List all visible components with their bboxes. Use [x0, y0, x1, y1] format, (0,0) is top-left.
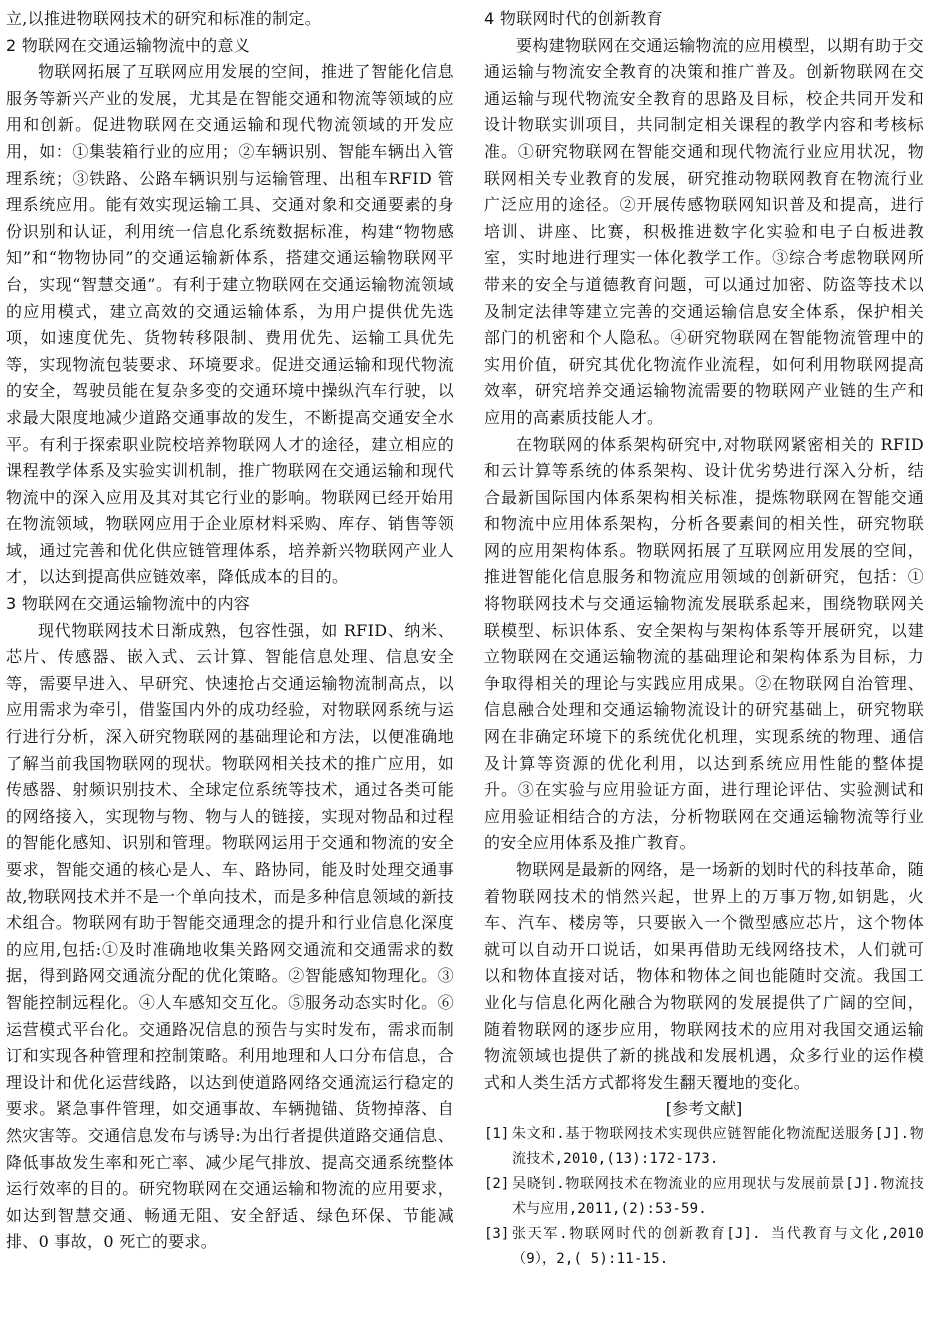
section-heading-3: 3 物联网在交通运输物流中的内容 — [6, 594, 251, 614]
section-2-paragraph: 物联网拓展了互联网应用发展的空间，推进了智能化信息服务等新兴产业的发展，尤其是在智能交通和物流等领域的应用和创新。促进物联网在交通运输和现代物流领域的开发应用，如：①集装箱行业的应用；②车辆识别、智能车辆出入管理系统；③铁路、公路车辆识别与运输管理、出租车RFID 管理系统应用。能有效实现运输工具、交通对象和交通要素的身份识别和认证，利用统一信息化系统数据标准，构建“物物感知”和“物物协同”的交通运输新体系，搭建交通运输物联网平台，实现“智慧交通”。有利于建立物联网在交通运输物流领域的应用模式，建立高效的交通运输体系，为用户提供优先选项，如速度优先、货物转移限制、费用优先、运输工具优先等，实现物流包装要求、环境要求。促进交通运输和现代物流的安全，驾驶员能在复杂多变的交通环境中操纵汽车行驶，以求最大限度地减少道路交通事故的发生，不断提高交通安全水平。有利于探索职业院校培养物联网人才的途径，建立相应的课程教学体系及实验实训机制，推广物联网在交通运输和现代物流中的深入应用及其对其它行业的影响。物联网已经开始用在物流领域，物联网应用于企业原材料采购、库存、销售等领域，通过完善和优化供应链管理体系，培养新兴物联网产业人才，以达到提高供应链效率，降低成本的目的。 — [6, 62, 454, 587]
reference-item — [484, 1122, 924, 1172]
reference-text: 张天军.物联网时代的创新教育[J]. 当代教育与文化,2010（9），2,( 5):11-15. — [512, 1226, 924, 1268]
right-column — [484, 6, 924, 1272]
references-list — [484, 1122, 924, 1272]
reference-number: [3] — [484, 1226, 510, 1243]
section-heading-4: 4 物联网时代的创新教育 — [484, 9, 663, 28]
references-title: [参考文献] — [665, 1099, 743, 1119]
section-heading-2: 2 物联网在交通运输物流中的意义 — [6, 35, 251, 55]
reference-number: [1] — [484, 1126, 510, 1143]
reference-number: [2] — [484, 1176, 510, 1193]
section-4-paragraph-3: 物联网是最新的网络，是一场新的划时代的科技革命，随着物联网技术的悄然兴起，世界上的万事万物,如钥匙，火车、汽车、楼房等，只要嵌入一个微型感应芯片，这个物体就可以自动开口说话，如果再借助无线网络技术，人们就可以和物体直接对话，物体和物体之间也能随时交流。我国工业化与信息化两化融合为物联网的发展提供了广阔的空间，随着物联网的逐步应用，物联网技术的应用对我国交通运输物流领域也提供了新的挑战和发展机遇，众多行业的运作模式和人类生活方式都将发生翻天覆地的变化。 — [484, 860, 924, 1092]
reference-item — [484, 1172, 924, 1222]
section-4-paragraph-2: 在物联网的体系架构研究中,对物联网紧密相关的 RFID和云计算等系统的体系架构、设计优劣势进行深入分析，结合最新国际国内体系架构相关标准，提炼物联网在智能交通和物流中应用体系架构，分析各要素间的相关性，研究物联网的应用架构体系。物联网拓展了互联网应用发展的空间，推进智能化信息服务和物流应用领域的创新研究，包括：①将物联网技术与交通运输物流发展联系起来，围绕物联网关联模型、标识体系、安全架构与架构体系等开展研究，以建立物联网在交通运输物流的基础理论和架构体系为目标，力争取得相关的理论与实践应用成果。②在物联网自治管理、信息融合处理和交通运输物流设计的研究基础上，研究物联网在非确定环境下的系统优化机理，实现系统的物理、通信及计算等资源的优化利用，以达到系统应用性能的整体提升。③在实验与应用验证方面，进行理论评估、实验测试和应用验证相结合的方法，分析物联网在交通运输物流等行业的安全应用体系及推广教育。 — [484, 434, 924, 853]
section-3-paragraph: 现代物联网技术日渐成熟，包容性强，如 RFID、纳米、芯片、传感器、嵌入式、云计算、智能信息处理、信息安全等，需要早进入、早研究、快速抢占交通运输物流制高点，以应用需求为牵引，借鉴国内外的成功经验，对物联网系统与运行进行分析，深入研究物联网的基础理论和方法，以便准确地了解当前我国物联网的现状。物联网相关技术的推广应用，如传感器、射频识别技术、全球定位系统等技术，通过各类可能的网络接入，实现物与物、物与人的链接，实现对物品和过程的智能化感知、识别和管理。物联网运用于交通和物流的安全要求，智能交通的核心是人、车、路协同，能及时处理交通事故,物联网技术并不是一个单向技术，而是多种信息领域的新技术组合。物联网有助于智能交通理念的提升和行业信息化深度的应用,包括:①及时准确地收集关路网交通流和交通需求的数据，得到路网交通流分配的优化策略。②智能感知物理化。③智能控制远程化。④人车感知交互化。⑤服务动态实时化。⑥运营模式平台化。交通路况信息的预告与实时发布，需求而制订和实现各种管理和控制策略。利用地理和人口分布信息，合理设计和优化运营线路，以达到使道路网络交通流运行稳定的要求。紧急事件管理，如交通事故、车辆抛锚、货物掉落、自然灾害等。交通信息发布与诱导:为出行者提供道路交通信息、降低事故发生率和死亡率、减少尾气排放、提高交通系统整体运行效率的目的。研究物联网在交通运输和物流的应用要求，如达到智慧交通、畅通无阻、安全舒适、绿色环保、节能减排、0 事故，0 死亡的要求。 — [6, 620, 454, 1252]
reference-text: 吴晓钊.物联网技术在物流业的应用现状与发展前景[J].物流技术与应用,2011,(2):53-59. — [512, 1176, 924, 1218]
reference-text: 朱文和.基于物联网技术实现供应链智能化物流配送服务[J].物流技术,2010,(13):172-173. — [512, 1126, 924, 1168]
left-column — [6, 6, 454, 1256]
section-4-paragraph-1: 要构建物联网在交通运输物流的应用模型，以期有助于交通运输与物流安全教育的决策和推广普及。创新物联网在交通运输与现代物流安全教育的思路及目标，校企共同开发和设计物联实训项目，共同制定相关课程的教学内容和考核标准。①研究物联网在智能交通和现代物流行业应用状况，物联网相关专业教育的发展，研究推动物联网教育在物流行业广泛应用的途径。②开展传感物联网知识普及和提高，进行培训、讲座、比赛，积极推进数字化实验和电子白板进教室，实时地进行理实一体化教学工作。③综合考虑物联网所带来的安全与道德教育问题，可以通过加密、防盗等技术以及制定法律等建立完善的交通运输信息安全体系，保护相关部门的机密和个人隐私。④研究物联网在智能物流管理中的实用价值，研究其优化物流作业流程，如何利用物联网提高效率，研究培养交通运输物流需要的物联网产业链的生产和应用的高素质技能人才。 — [484, 35, 924, 427]
continued-paragraph: 立,以推进物联网技术的研究和标准的制定。 — [6, 9, 322, 28]
reference-item — [484, 1222, 924, 1272]
